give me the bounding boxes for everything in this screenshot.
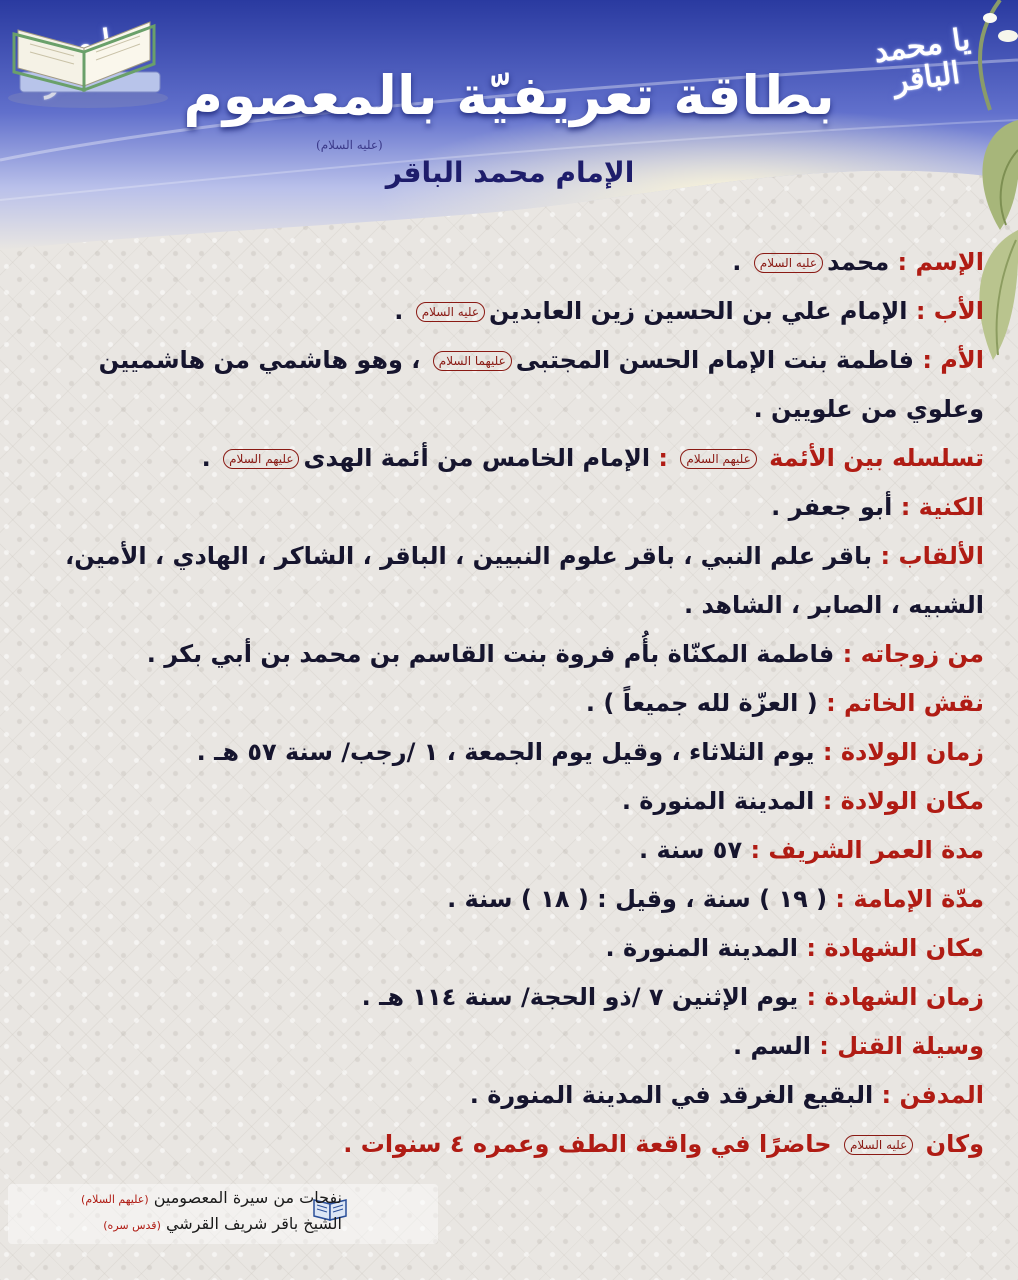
row-value: محمد [827,248,890,276]
honorific-badge: عليه السلام [844,1135,913,1155]
row-means-of-killing [24,1022,984,1071]
book-icon [0,0,170,110]
row-titles-continued [24,581,984,630]
source-author [103,1214,342,1233]
page-subtitle: الإمام محمد الباقر [385,156,635,189]
source-book-honorific: (عليهم السلام) [81,1193,149,1206]
row-label: الإسم : [889,248,984,276]
row-wives [24,630,984,679]
source-author-honorific: (قدس سره) [103,1219,161,1232]
row-label: من زوجاته : [834,640,984,668]
row-value: ٥٧ سنة . [639,836,743,864]
row-label: المدفن : [873,1081,984,1109]
row-mother [24,336,984,385]
row-value: الإمام علي بن الحسين زين العابدين [488,297,908,325]
row-martyrdom-place [24,924,984,973]
source-author-name: الشيخ باقر شريف القرشي [165,1214,342,1233]
row-name [24,238,984,287]
calligraphy-emblem-right: يا محمد الباقر [871,21,973,100]
row-value: السم . [732,1032,811,1060]
row-label: زمان الشهادة : [798,983,984,1011]
row-value: المدينة المنورة . [621,787,815,815]
subtitle-honorific: (عليه السلام) [316,138,383,152]
row-value: باقر علم النبي ، باقر علوم النبيين ، الباقر ، الشاكر ، الهادي ، الأمين، [65,542,873,570]
honorific-badge: عليهم السلام [680,449,756,469]
row-value: الإمام الخامس من أئمة الهدى [303,444,651,472]
source-credit [8,1184,438,1244]
row-tail: . [394,297,412,325]
row-tail: . [201,444,220,472]
row-label: وكان [917,1130,984,1158]
honorific-badge: عليهم السلام [223,449,299,469]
row-label: مدّة الإمامة : [827,885,984,913]
row-value: المدينة المنورة . [605,934,799,962]
row-label: مكان الشهادة : [798,934,984,962]
row-label: نقش الخاتم : [817,689,984,717]
source-book-name: نفحات من سيرة المعصومين [153,1188,342,1207]
row-tail: . [732,248,750,276]
row-label: وسيلة القتل : [810,1032,984,1060]
row-label: زمان الولادة : [814,738,984,766]
row-value: فاطمة المكنّاة بأُم فروة بنت القاسم بن محمد بن أبي بكر . [146,640,835,668]
row-value: يوم الإثنين ٧ /ذو الحجة/ سنة ١١٤ هـ . [361,983,799,1011]
row-value: ( العزّة لله جميعاً ) . [585,689,818,717]
header-banner [0,0,1018,250]
row-burial-place [24,1071,984,1120]
leaf-decoration [930,0,1018,250]
honorific-badge: عليه السلام [416,302,485,322]
row-lifespan [24,826,984,875]
row-birth-time [24,728,984,777]
row-label: الألقاب : [872,542,984,570]
row-order [24,434,984,483]
honorific-badge: عليهما السلام [433,351,512,371]
row-imamate-duration [24,875,984,924]
row-label: مدة العمر الشريف : [742,836,984,864]
row-karbala-note [24,1120,984,1169]
row-label-tail: : [650,444,677,472]
row-value: أبو جعفر . [771,493,893,521]
row-label: تسلسله بين الأئمة [760,444,984,472]
row-ring-inscription [24,679,984,728]
row-martyrdom-time [24,973,984,1022]
row-value: ( ١٩ ) سنة ، وقيل : ( ١٨ ) سنة . [447,885,828,913]
row-titles [24,532,984,581]
row-tail: ، وهو هاشمي من هاشميين [98,346,429,374]
row-label: الأب : [907,297,984,325]
row-value: وعلوي من علويين . [753,395,984,423]
row-value: فاطمة بنت الإمام الحسن المجتبى [515,346,914,374]
source-book-title [81,1188,342,1207]
honorific-badge: عليه السلام [754,253,823,273]
row-father [24,287,984,336]
page-title: بطاقة تعريفيّة بالمعصوم [183,64,835,127]
row-label: الأم : [914,346,984,374]
row-label: الكنية : [892,493,984,521]
row-tail: حاضرًا في واقعة الطف وعمره ٤ سنوات . [343,1130,840,1158]
row-kunya [24,483,984,532]
row-birth-place [24,777,984,826]
row-value: يوم الثلاثاء ، وقيل يوم الجمعة ، ١ /رجب/ سنة ٥٧ هـ . [196,738,815,766]
row-value: الشبيه ، الصابر ، الشاهد . [684,591,984,619]
row-value: البقيع الغرقد في المدينة المنورة . [469,1081,874,1109]
row-label: مكان الولادة : [814,787,984,815]
row-mother-continued [24,385,984,434]
info-card-body [24,238,984,1169]
